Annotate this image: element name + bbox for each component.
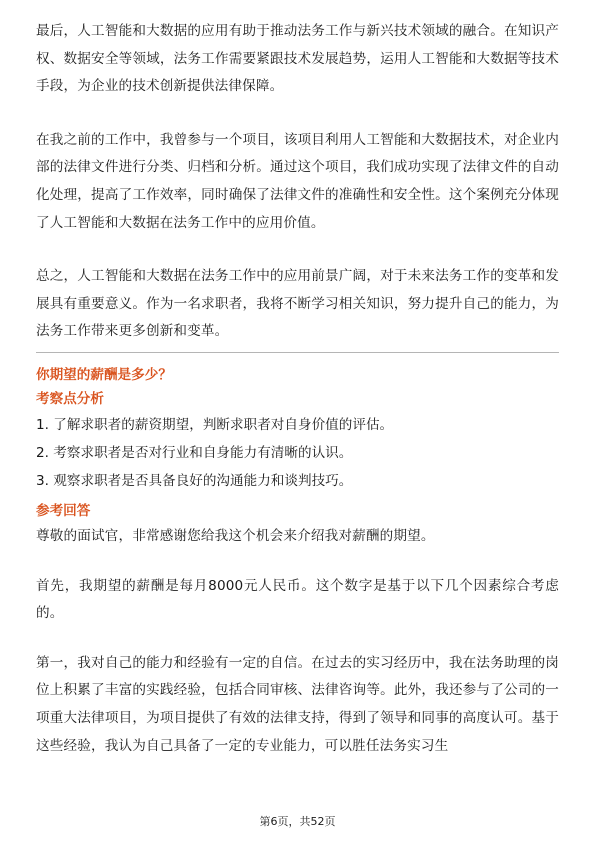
interview-question: 你期望的薪酬是多少？ xyxy=(36,366,172,383)
body-paragraph: 总之，人工智能和大数据在法务工作中的应用前景广阔，对于未来法务工作的变革和发展具有重要意义。作为一名求职者，我将不断学习相关知识，努力提升自己的能力，为法务工作带来更多创新和变革。 xyxy=(36,268,559,340)
analysis-item: 2. 考察求职者是否对行业和自身能力有清晰的认识。 xyxy=(36,444,353,461)
analysis-heading: 考察点分析 xyxy=(36,390,104,407)
body-paragraph: 在我之前的工作中，我曾参与一个项目，该项目利用人工智能和大数据技术，对企业内部的法律文件进行分类、归档和分析。通过这个项目，我们成功实现了法律文件的自动化处理，提高了工作效率，同时确保了法律文件的准确性和安全性。这个案例充分体现了人工智能和大数据在法务工作中的应用价值。 xyxy=(36,131,559,231)
answer-heading: 参考回答 xyxy=(36,502,91,519)
answer-paragraph: 尊敬的面试官，非常感谢您给我这个机会来介绍我对薪酬的期望。 xyxy=(36,527,435,544)
body-paragraph: 最后，人工智能和大数据的应用有助于推动法务工作与新兴技术领域的融合。在知识产权、数据安全等领域，法务工作需要紧跟技术发展趋势，运用人工智能和大数据等技术手段，为企业的技术创新提供法律保障。 xyxy=(36,23,559,95)
section-divider xyxy=(36,352,559,353)
answer-paragraph: 首先，我期望的薪酬是每月8000元人民币。这个数字是基于以下几个因素综合考虑的。 xyxy=(36,577,559,622)
analysis-item: 3. 观察求职者是否具备良好的沟通能力和谈判技巧。 xyxy=(36,472,353,489)
analysis-item: 1. 了解求职者的薪资期望，判断求职者对自身价值的评估。 xyxy=(36,416,394,433)
page-number: 第6页，共52页 xyxy=(259,815,336,828)
document-page xyxy=(36,18,559,760)
answer-paragraph: 第一，我对自己的能力和经验有一定的自信。在过去的实习经历中，我在法务助理的岗位上积累了丰富的实践经验，包括合同审核、法律咨询等。此外，我还参与了公司的一项重大法律项目，为项目提供了有效的法律支持，得到了领导和同事的高度认可。基于这些经验，我认为自己具备了一定的专业能力，可以胜任法务实习生 xyxy=(36,654,559,754)
